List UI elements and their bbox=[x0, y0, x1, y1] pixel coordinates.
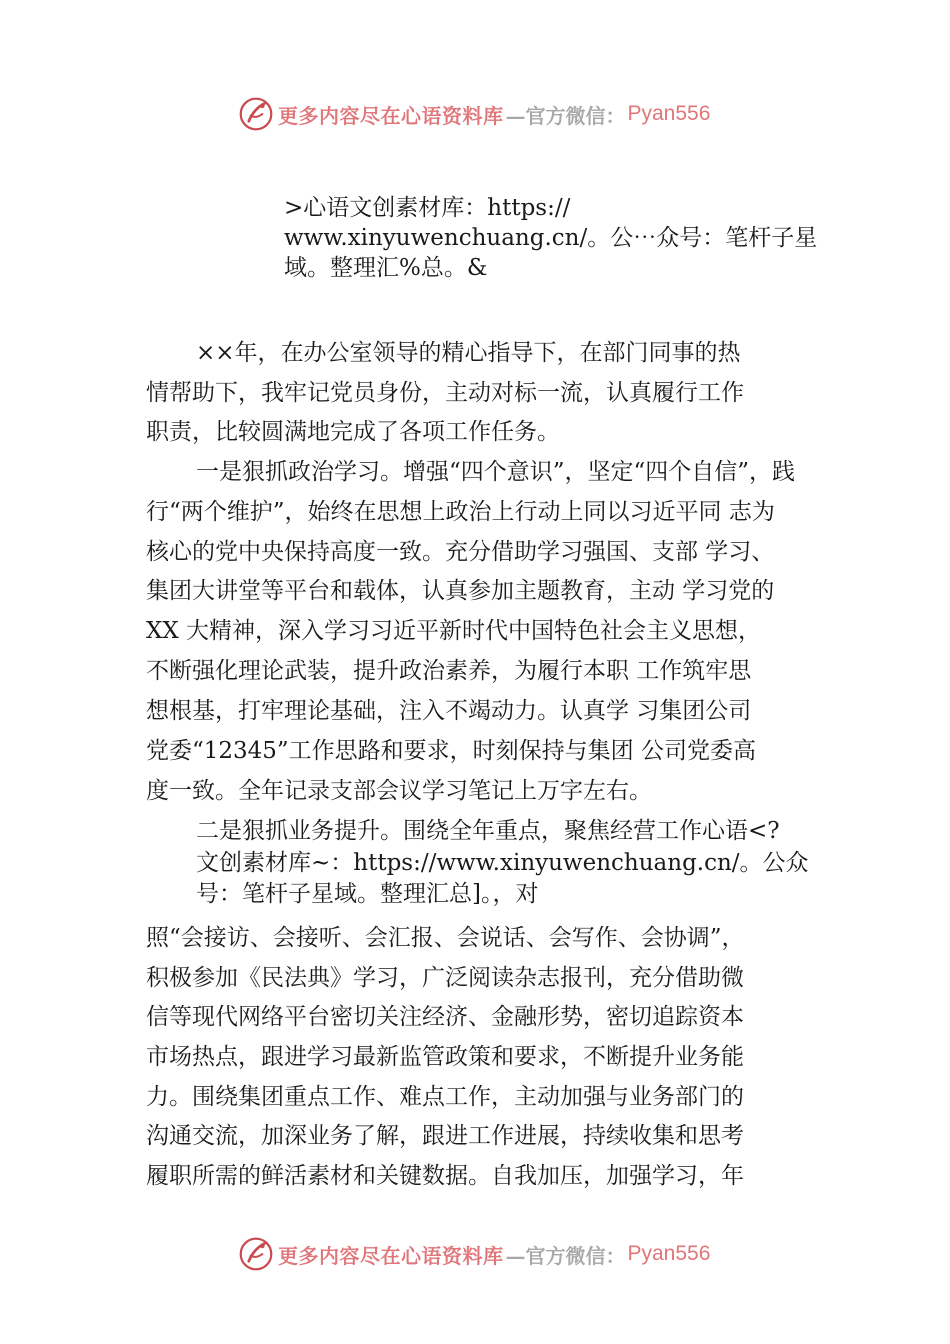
logo-icon bbox=[238, 96, 274, 132]
paragraph-line: 市场热点，跟进学习最新监管政策和要求，不断提升业务能 bbox=[146, 1044, 744, 1070]
logo-icon bbox=[238, 1236, 274, 1272]
paragraph-line: 行“两个维护”，始终在思想上政治上行动上同以习近平同 志为 bbox=[146, 499, 775, 525]
paragraph-line: 集团大讲堂等平台和载体，认真参加主题教育，主动 学习党的 bbox=[146, 578, 775, 604]
paragraph-line: 积极参加《民法典》学习，广泛阅读杂志报刊，充分借助微 bbox=[146, 965, 744, 991]
watermark-line: www.xinyuwenchuang.cn/。公⋯众号：笔杆子星 bbox=[284, 225, 818, 251]
paragraph-line: XX 大精神，深入学习习近平新时代中国特色社会主义思想， bbox=[146, 618, 762, 644]
banner-label: —官方微信： bbox=[505, 103, 626, 128]
paragraph-line: 力。围绕集团重点工作、难点工作，主动加强与业务部门的 bbox=[146, 1084, 744, 1110]
watermark-line: 号：笔杆子星域。整理汇总]。，对 bbox=[196, 881, 539, 907]
paragraph-line: 照“会接访、会接听、会汇报、会说话、会写作、会协调”， bbox=[146, 925, 745, 951]
paragraph-line: 度一致。全年记录支部会议学习笔记上万字左右。 bbox=[146, 778, 652, 804]
paragraph-line: ××年，在办公室领导的精心指导下，在部门同事的热 bbox=[196, 340, 741, 366]
paragraph-line: 一是狠抓政治学习。增强“四个意识”，坚定“四个自信”，践 bbox=[196, 459, 796, 485]
paragraph-line: 情帮助下，我牢记党员身份，主动对标一流，认真履行工作 bbox=[146, 380, 744, 406]
watermark-line: 二是狠抓业务提升。围绕全年重点，聚焦经营工作心语<? bbox=[196, 818, 780, 844]
watermark-line: >心语文创素材库：https:// bbox=[284, 195, 571, 221]
paragraph-line: 信等现代网络平台密切关注经济、金融形势，密切追踪资本 bbox=[146, 1004, 744, 1030]
banner-wechat-id: Pyan556 bbox=[627, 1242, 711, 1265]
banner-title: 更多内容尽在心语资料库 bbox=[278, 1243, 504, 1268]
paragraph-line: 沟通交流，加深业务了解，跟进工作进展，持续收集和思考 bbox=[146, 1123, 744, 1149]
paragraph-line: 党委“12345”工作思路和要求，时刻保持与集团 公司党委高 bbox=[146, 738, 756, 764]
banner-label: —官方微信： bbox=[505, 1243, 626, 1268]
banner-title: 更多内容尽在心语资料库 bbox=[278, 103, 504, 128]
watermark-line: 域。整理汇%总。& bbox=[284, 255, 488, 281]
paragraph-line: 职责，比较圆满地完成了各项工作任务。 bbox=[146, 419, 560, 445]
paragraph-line: 不断强化理论武装，提升政治素养，为履行本职 工作筑牢思 bbox=[146, 658, 752, 684]
header-banner bbox=[238, 94, 758, 134]
paragraph-line: 核心的党中央保持高度一致。充分借助学习强国、支部 学习、 bbox=[146, 539, 775, 565]
paragraph-line: 履职所需的鲜活素材和关键数据。自我加压，加强学习，年 bbox=[146, 1163, 744, 1189]
footer-banner bbox=[238, 1234, 758, 1274]
watermark-line: 文创素材库~：https://www.xinyuwenchuang.cn/。公众 bbox=[196, 850, 809, 876]
banner-wechat-id: Pyan556 bbox=[627, 102, 711, 125]
paragraph-line: 想根基，打牢理论基础，注入不竭动力。认真学 习集团公司 bbox=[146, 698, 752, 724]
